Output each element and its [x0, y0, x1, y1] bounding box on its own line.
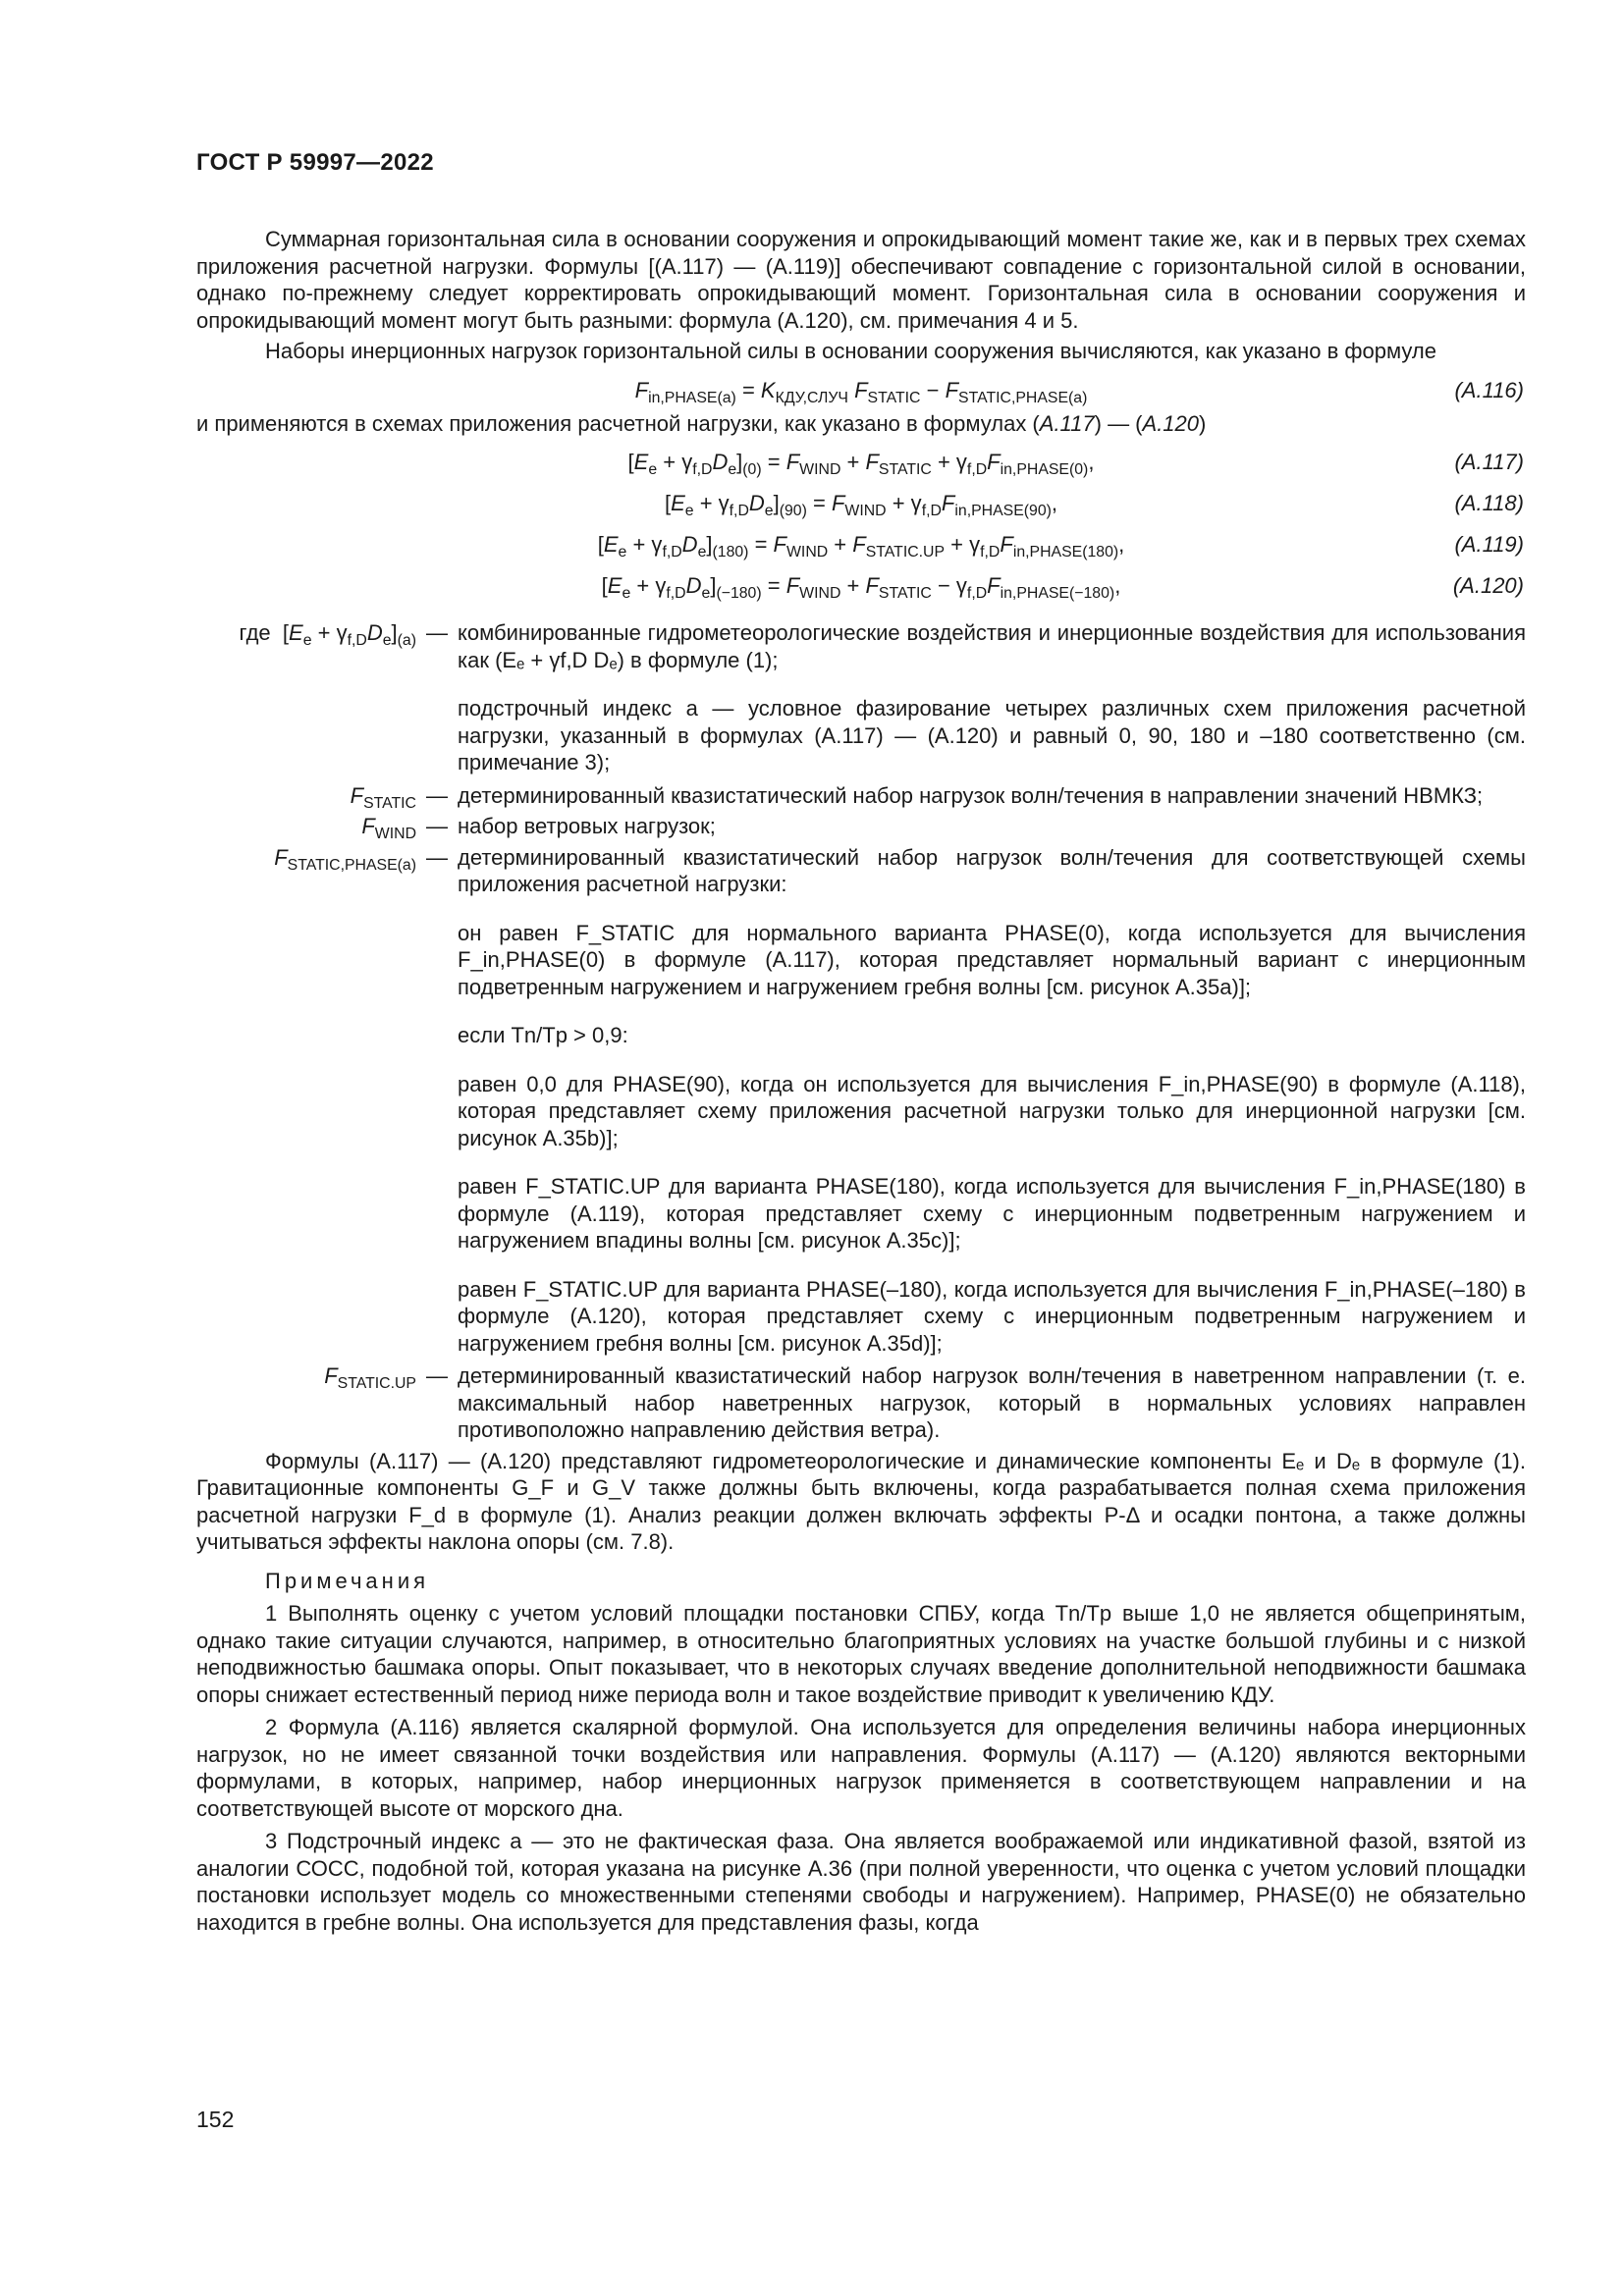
note-2: 2 Формула (A.116) является скалярной формулой. Она используется для определения величины набора инерционных нагрузок, но не имеет связанной точки воздействия или направления. Формулы (A.117) — (A.120) являются векторными формулами, в которых, например, набор инерционных нагрузок применяется в соответствующем направлении и на соответствующей высоте от морского дна.	[196, 1715, 1526, 1821]
equation-a116-expression: $F_{in,PHASE(a)} = K_{КДУ,СЛУЧ}$ $F_{STATIC} - F_{STATIC,PHASE(a)}$	[634, 377, 1088, 406]
definitions-list	[196, 619, 1526, 1444]
definition-f-wind: $F_{WIND}$ — набор ветровых нагрузок;	[361, 814, 716, 842]
note-1: 1 Выполнять оценку с учетом условий площадки постановки СПБУ, когда Tn/Tp выше 1,0 не является общепринятым, однако такие ситуации случаются, например, в относительно благоприятных условиях на участке большой глубины и с низкой неподвижностью башмака опоры. Опыт показывает, что в некоторых случаях введение дополнительной неподвижности башмака опоры снижает естественный период ниже периода волн и такое воздействие приводит к увеличению КДУ.	[196, 1601, 1526, 1707]
definition-phase-90: равен 0,0 для PHASE(90), когда он используется для вычисления F_in,PHASE(90) в формуле (A.118), которая представляет схему приложения расчетной нагрузки только для инерционной нагрузки [см. рисунок A.35b)];	[458, 1071, 1526, 1150]
note-3: 3 Подстрочный индекс a — это не фактическая фаза. Она является воображаемой или индикативной фазой, взятой из аналогии СОСС, подобной той, которая указана на рисунке A.36 (при полной уверенности, что оценка с учетом условий площадки постановки использует модель со множественными степенями свободы и нагружением). Например, PHASE(0) не обязательно находится в гребне волны. Она используется для представления фазы, когда	[196, 1829, 1526, 1935]
equation-a120: $[E_e + \gamma_{f,D}D_e]_{(-180)} = F_{WIND} + F_{STATIC} - \gamma_{f,D}F_{in,PHASE(-180)}$, (A.120)	[601, 573, 1524, 602]
definition-f-static-up: $F_{STATIC.UP}$ — детерминированный квазистатический набор нагрузок волн/течения в наветренном направлении (т. е. максимальный набор наветренных нагрузок, который в нормальных условиях направлен противоположно направлению действия ветра).	[324, 1363, 1526, 1442]
page-number: 152	[196, 2107, 235, 2132]
document-body	[196, 226, 1526, 1942]
equation-a117-number: (A.117)	[1454, 450, 1524, 474]
paragraph-3: и применяются в схемах приложения расчетной нагрузки, как указано в формулах (А.117) — (А.120)	[196, 410, 1207, 436]
equation-a118: $[E_e + \gamma_{f,D}D_e]_{(90)} = F_{WIND} + \gamma_{f,D}F_{in,PHASE(90)}$, (A.118)	[664, 491, 1524, 519]
equation-a119: $[E_e + \gamma_{f,D}D_e]_{(180)} = F_{WIND} + F_{STATIC.UP} + \gamma_{f,D}F_{in,PHASE(180)}$, (A.119)	[597, 532, 1524, 561]
definition-f-static-phase: $F_{STATIC,PHASE(a)}$ — детерминированный квазистатический набор нагрузок волн/течения для соответствующей схемы приложения расчетной нагрузки:	[274, 844, 1526, 896]
definition-combined: где $[E_e + \gamma_{f,D}D_e]_{(a)}$ — комбинированные гидрометеорологические воздействия и инерционные воздействия для использования как (Eₑ + γf,D Dₑ) в формуле (1);	[239, 620, 1526, 672]
notes-title: Примечания	[265, 1568, 430, 1593]
definition-condition: если Tn/Tp > 0,9:	[458, 1023, 628, 1047]
equation-a119-number: (A.119)	[1454, 532, 1524, 557]
equation-a117: $[E_e + \gamma_{f,D}D_e]_{(0)} = F_{WIND} + F_{STATIC} + \gamma_{f,D}F_{in,PHASE(0)}$, (A.117)	[627, 450, 1524, 478]
document-header: ГОСТ Р 59997—2022	[196, 149, 434, 176]
equation-a116	[196, 369, 1526, 410]
definition-phase-minus-180: равен F_STATIC.UP для варианта PHASE(–180), когда используется для вычисления F_in,PHASE(–180) в формуле (A.120), которая представляет схему с инерционным подветренным нагружением и нагружением гребня волны [см. рисунок A.35d)];	[458, 1276, 1526, 1356]
definition-phase-0: он равен F_STATIC для нормального варианта PHASE(0), когда используется для вычисления F_in,PHASE(0) в формуле (A.117), которая представляет нормальный вариант с инерционным подветренным нагружением и нагружением гребня волны [см. рисунок A.35a)];	[458, 920, 1526, 999]
equation-a116-number: (A.116)	[1454, 377, 1524, 402]
paragraph-final: Формулы (А.117) — (А.120) представляют гидрометеорологические и динамические компоненты Eₑ и Dₑ в формуле (1). Гравитационные компоненты G_F и G_V также должны быть включены, когда разрабатывается полная схема приложения расчетной нагрузки F_d в формуле (1). Анализ реакции должен включать эффекты P-Δ и осадки понтона, а также должны учитываться эффекты наклона опоры (см. 7.8).	[196, 1448, 1526, 1554]
equation-a120-number: (A.120)	[1452, 573, 1524, 598]
definition-combined-subscript: подстрочный индекс a — условное фазирование четырех различных схем приложения расчетной нагрузки, указанный в формулах (A.117) — (A.120) и равный 0, 90, 180 и –180 соответственно (см. примечание 3);	[458, 696, 1526, 774]
paragraph-2: Наборы инерционных нагрузок горизонтальной силы в основании сооружения вычисляются, как указано в формуле	[265, 339, 1436, 363]
document-page	[196, 0, 1526, 2296]
equation-a118-number: (A.118)	[1454, 491, 1524, 515]
definition-f-static: $F_{STATIC}$ — детерминированный квазистатический набор нагрузок волн/течения в направлении значений НВМКЗ;	[350, 782, 1484, 812]
definition-phase-180: равен F_STATIC.UP для варианта PHASE(180), когда используется для вычисления F_in,PHASE(180) в формуле (A.119), которая представляет схему с инерционным подветренным нагружением и нагружением впадины волны [см. рисунок A.35c)];	[458, 1174, 1526, 1253]
paragraph-1: Суммарная горизонтальная сила в основании сооружения и опрокидывающий момент такие же, как и в первых трех схемах приложения расчетной нагрузки. Формулы [(А.117) — (А.119)] обеспечивают совпадение с горизонтальной силой в основании, однако по-прежнему следует корректировать опрокидывающий момент. Горизонтальная сила в основании сооружения и опрокидывающий момент могут быть разными: формула (А.120), см. примечания 4 и 5.	[196, 227, 1526, 333]
